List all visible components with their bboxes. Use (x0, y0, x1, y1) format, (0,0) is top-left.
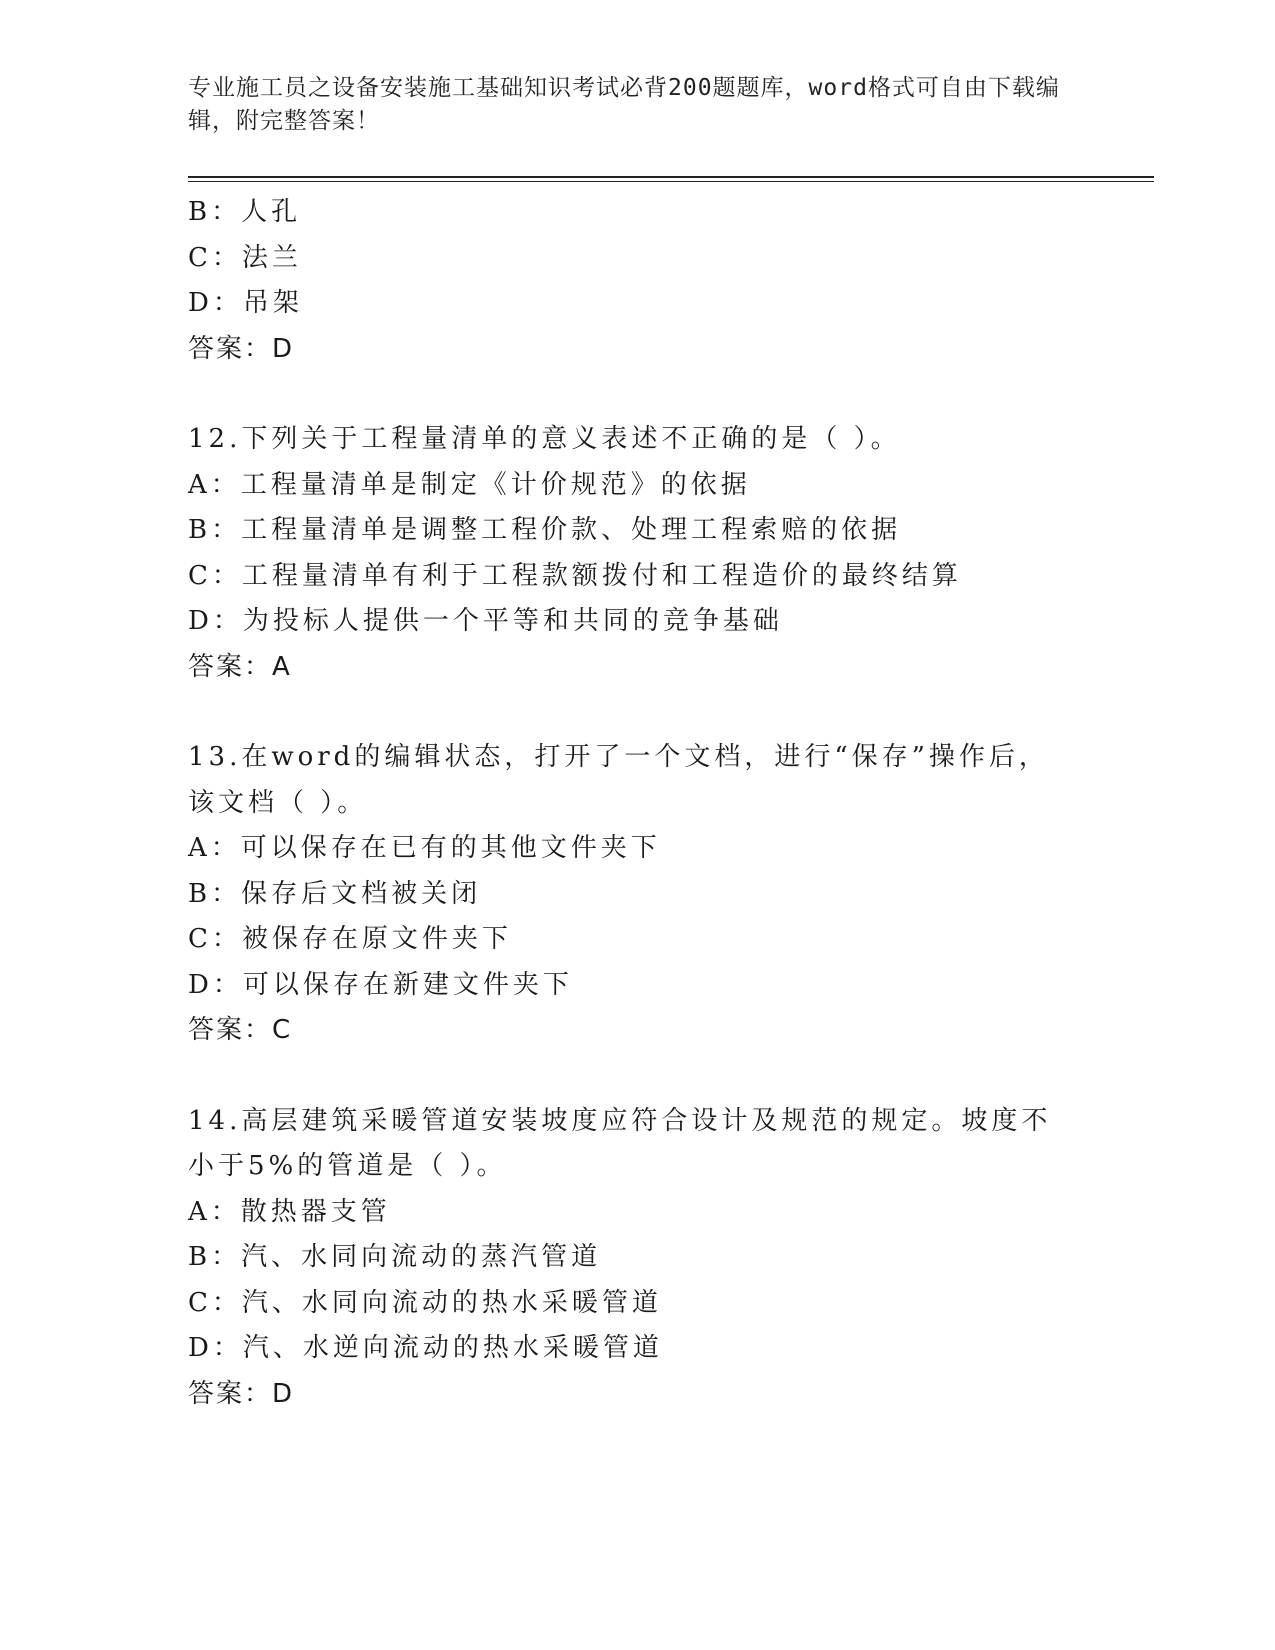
spacer (188, 1054, 1088, 1099)
option-a: A：工程量清单是制定《计价规范》的依据 (188, 469, 751, 500)
option-c: C：法兰 (188, 242, 302, 273)
page-header-title: 专业施工员之设备安装施工基础知识考试必背200题题库，word格式可自由下载编辑，附完整答案！ (188, 75, 1060, 134)
option-c: C：被保存在原文件夹下 (188, 924, 512, 954)
question-stem: 12.下列关于工程量清单的意义表述不正确的是（ ）。 (188, 424, 901, 454)
question-stem: 13.在word的编辑状态，打开了一个文档，进行“保存”操作后，该文档（ ）。 (188, 742, 1049, 818)
question-13 (188, 735, 1088, 1054)
answer-line: 答案：D (188, 1378, 295, 1409)
spacer (188, 690, 1088, 735)
option-b: B：工程量清单是调整工程价款、处理工程索赔的依据 (188, 515, 902, 545)
header-divider-thick (188, 176, 1154, 178)
option-c: C：汽、水同向流动的热水采暖管道 (188, 1287, 662, 1318)
option-c: C：工程量清单有利于工程款额拨付和工程造价的最终结算 (188, 560, 962, 591)
answer-line: 答案：C (188, 1015, 293, 1045)
option-d: D：为投标人提供一个平等和共同的竞争基础 (188, 606, 783, 636)
answer-line: 答案：D (188, 333, 295, 364)
option-b: B：汽、水同向流动的蒸汽管道 (188, 1242, 602, 1272)
question-14 (188, 1099, 1088, 1418)
question-stem: 14.高层建筑采暖管道安装坡度应符合设计及规范的规定。坡度不小于5%的管道是（ ）。 (188, 1105, 1052, 1181)
option-d: D：吊架 (188, 288, 303, 318)
header-divider-thin (188, 181, 1154, 182)
document-body (188, 190, 1088, 1417)
option-d: D：可以保存在新建文件夹下 (188, 969, 573, 1000)
question-continuation (188, 190, 1088, 372)
option-b: B：人孔 (188, 197, 302, 227)
option-a: A：可以保存在已有的其他文件夹下 (188, 833, 661, 863)
spacer (188, 372, 1088, 417)
option-d: D：汽、水逆向流动的热水采暖管道 (188, 1333, 663, 1363)
answer-line: 答案：A (188, 651, 292, 682)
question-12 (188, 417, 1088, 690)
option-b: B：保存后文档被关闭 (188, 878, 482, 909)
option-a: A：散热器支管 (188, 1196, 391, 1227)
